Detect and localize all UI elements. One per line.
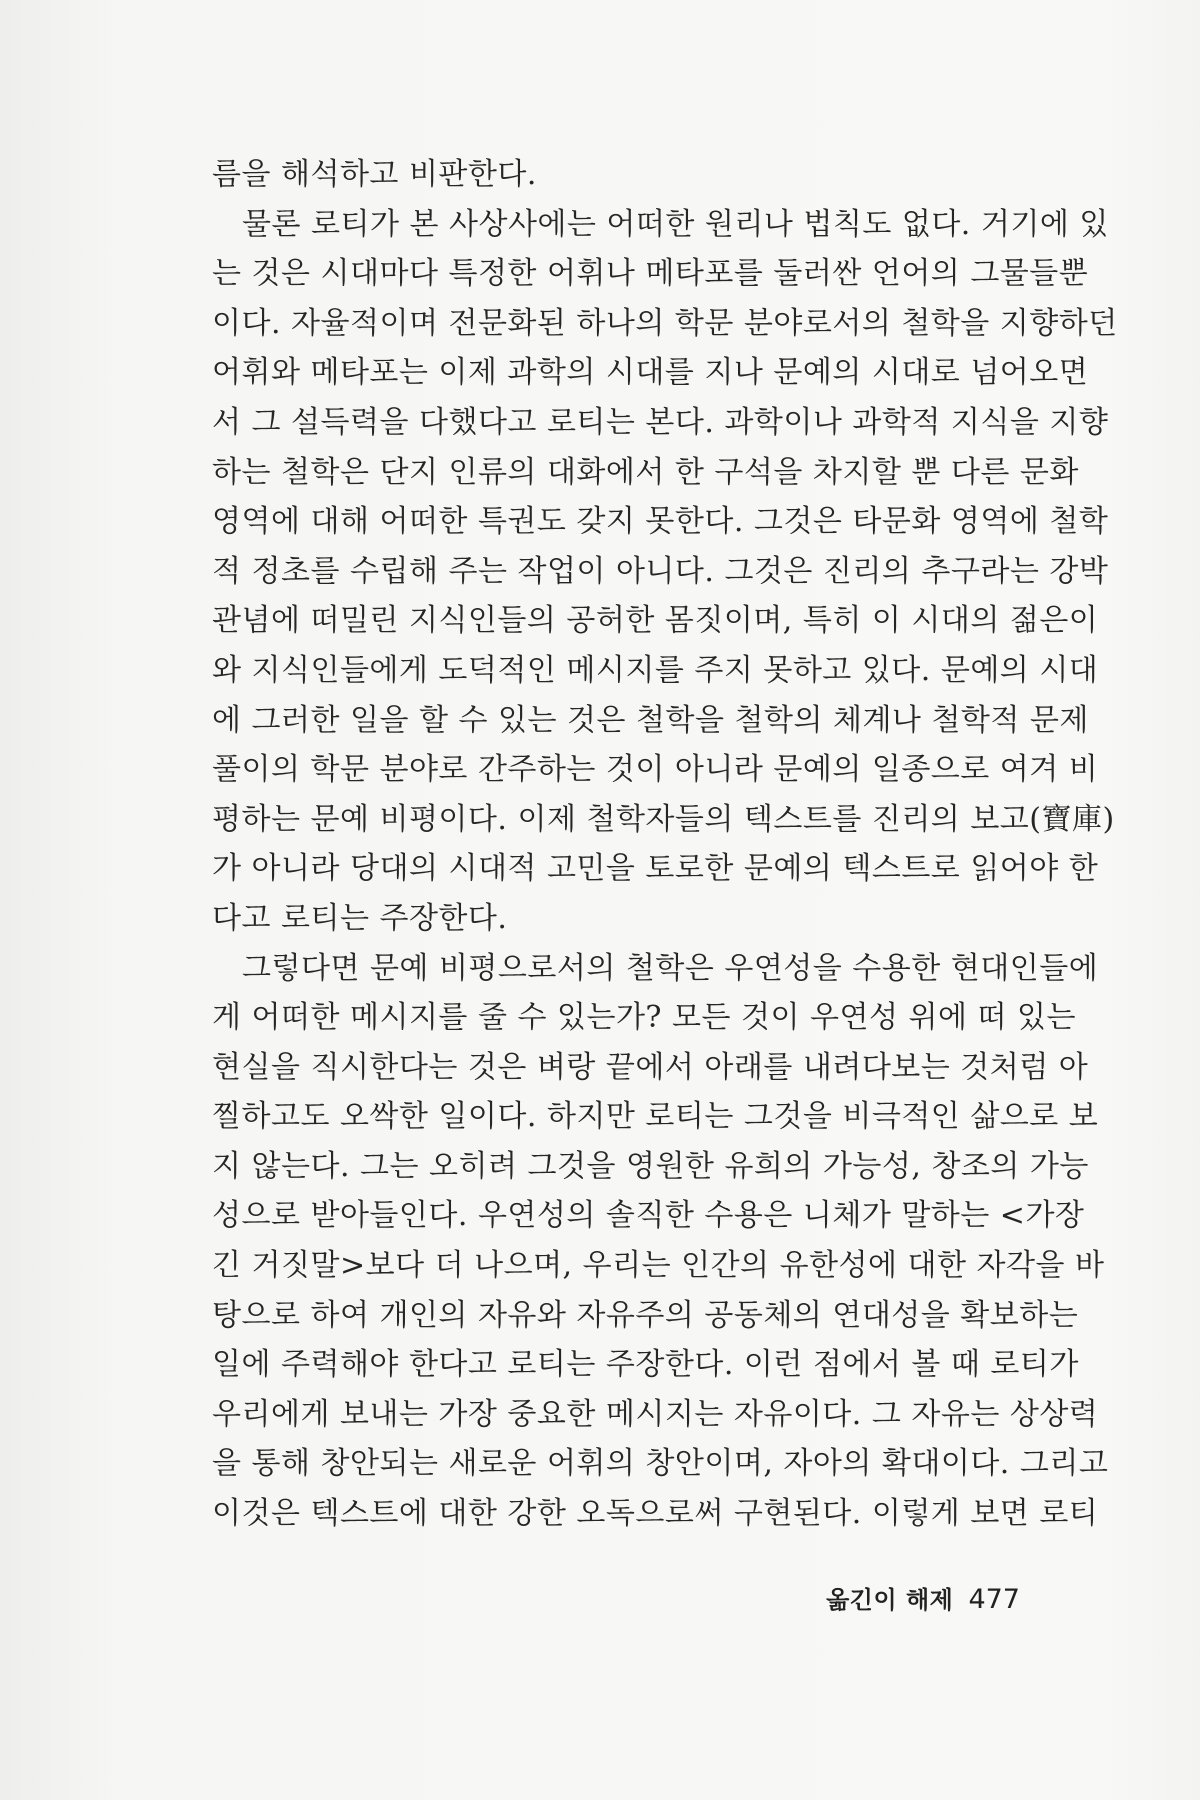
text-line: 지 않는다. 그는 오히려 그것을 영원한 유희의 가능성, 창조의 가능 xyxy=(212,1148,1089,1184)
text-line: 그렇다면 문예 비평으로서의 철학은 우연성을 수용한 현대인들에 xyxy=(242,950,1099,986)
text-line: 적 정초를 수립해 주는 작업이 아니다. 그것은 진리의 추구라는 강박 xyxy=(212,553,1109,589)
text-line: 탕으로 하여 개인의 자유와 자유주의 공동체의 연대성을 확보하는 xyxy=(212,1297,1079,1333)
text-line: 관념에 떠밀린 지식인들의 공허한 몸짓이며, 특히 이 시대의 젊은이 xyxy=(212,603,1099,639)
text-line: 물론 로티가 본 사상사에는 어떠한 원리나 법칙도 없다. 거기에 있 xyxy=(242,206,1109,242)
text-line: 평하는 문예 비평이다. 이제 철학자들의 텍스트를 진리의 보고(寶庫) xyxy=(212,801,1115,837)
text-line: 찔하고도 오싹한 일이다. 하지만 로티는 그것을 비극적인 삶으로 보 xyxy=(212,1099,1099,1135)
footer-section-title: 옮긴이 해제 xyxy=(826,1586,954,1614)
text-line: 서 그 설득력을 다했다고 로티는 본다. 과학이나 과학적 지식을 지향 xyxy=(212,404,1109,440)
text-line: 어휘와 메타포는 이제 과학의 시대를 지나 문예의 시대로 넘어오면 xyxy=(212,355,1089,391)
text-line: 긴 거짓말>보다 더 나으며, 우리는 인간의 유한성에 대한 자각을 바 xyxy=(212,1248,1105,1284)
text-line: 을 통해 창안되는 새로운 어휘의 창안이며, 자아의 확대이다. 그리고 xyxy=(212,1446,1109,1482)
page-footer xyxy=(826,1580,1020,1615)
text-line: 가 아니라 당대의 시대적 고민을 토로한 문예의 텍스트로 읽어야 한 xyxy=(212,851,1099,887)
text-line: 성으로 받아들인다. 우연성의 솔직한 수용은 니체가 말하는 <가장 xyxy=(212,1198,1085,1234)
text-line: 이것은 텍스트에 대한 강한 오독으로써 구현된다. 이렇게 보면 로티 xyxy=(212,1496,1099,1532)
text-line: 는 것은 시대마다 특정한 어휘나 메타포를 둘러싼 언어의 그물들뿐 xyxy=(212,256,1089,292)
page-number: 477 xyxy=(968,1584,1020,1615)
text-line: 에 그러한 일을 할 수 있는 것은 철학을 철학의 체계나 철학적 문제 xyxy=(212,702,1089,738)
body-text xyxy=(212,150,1118,1539)
text-line: 우리에게 보내는 가장 중요한 메시지는 자유이다. 그 자유는 상상력 xyxy=(212,1396,1099,1432)
text-line: 풀이의 학문 분야로 간주하는 것이 아니라 문예의 일종으로 여겨 비 xyxy=(212,752,1099,788)
text-line: 다고 로티는 주장한다. xyxy=(212,900,508,936)
text-line: 와 지식인들에게 도덕적인 메시지를 주지 못하고 있다. 문예의 시대 xyxy=(212,652,1099,688)
text-line: 일에 주력해야 한다고 로티는 주장한다. 이런 점에서 볼 때 로티가 xyxy=(212,1347,1079,1383)
text-line: 현실을 직시한다는 것은 벼랑 끝에서 아래를 내려다보는 것처럼 아 xyxy=(212,1049,1089,1085)
text-line: 이다. 자율적이며 전문화된 하나의 학문 분야로서의 철학을 지향하던 xyxy=(212,305,1118,341)
text-line: 게 어떠한 메시지를 줄 수 있는가? 모든 것이 우연성 위에 떠 있는 xyxy=(212,1000,1076,1036)
text-line: 름을 해석하고 비판한다. xyxy=(212,157,537,192)
text-line: 영역에 대해 어떠한 특권도 갖지 못한다. 그것은 타문화 영역에 철학 xyxy=(212,504,1109,540)
text-line: 하는 철학은 단지 인류의 대화에서 한 구석을 차지할 뿐 다른 문화 xyxy=(212,454,1079,490)
